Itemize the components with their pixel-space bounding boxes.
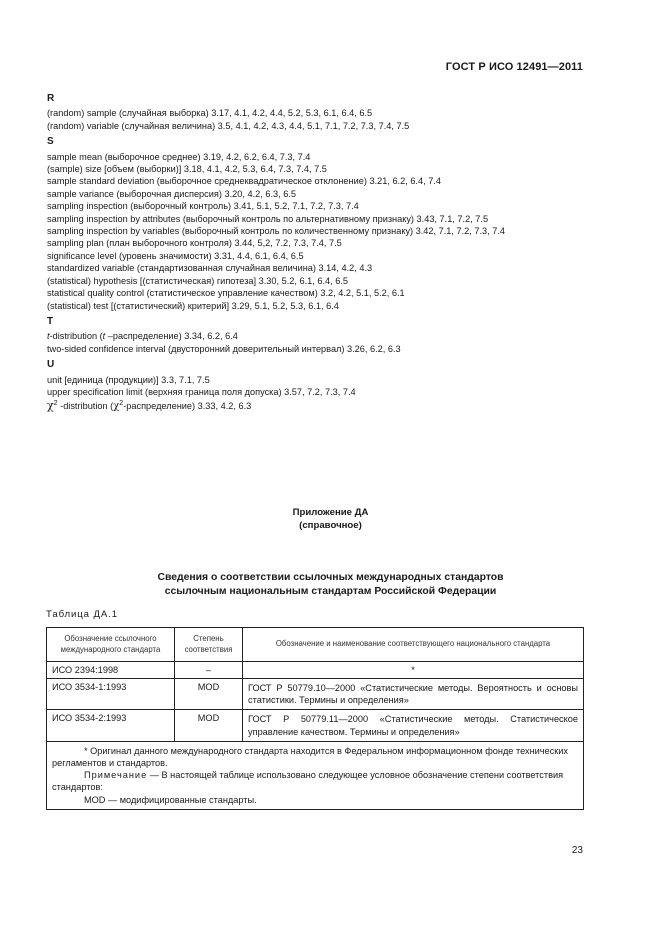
appendix-title: Приложение ДА [292,507,369,518]
appendix-subtitle: (справочное) [299,520,362,531]
t-variable: t [102,331,106,342]
note-label: Примечание [84,770,148,781]
cell-degree: MOD [175,679,243,710]
index-letter-u: U [47,359,55,371]
superscript: 2 [53,400,58,408]
table-footnote: * Оригинал данного международного стандарта находится в Федеральном информационном фонде технических регламентов и стандартов. [52,745,569,769]
index-entry: unit [единица (продукции)] 3.3, 7.1, 7.5 [47,374,210,385]
entry-text: –распределение) 3.34, 6.2, 6.4 [105,331,238,342]
chi-symbol: χ [47,399,54,413]
index-entry: sampling inspection (выборочный контроль) 3.41, 5.1, 5.2, 7.1, 7.2, 7.3, 7.4 [47,201,359,212]
index-entry: (random) variable (случайная величина) 3.5, 4.1, 4.2, 4.3, 4.4, 5.1, 7.1, 7.2, 7.3, 7.4, 7.5 [47,120,410,131]
index-entry: upper specification limit (верхняя граница поля допуска) 3.57, 7.2, 7.3, 7.4 [47,386,356,397]
index-entry: sampling plan (план выборочного контроля) 3.44, 5,2, 7.2, 7.3, 7.4, 7.5 [47,238,342,249]
entry-text: -распределение) 3.33, 4.2, 6.3 [123,401,252,412]
chi-symbol: χ [113,401,120,413]
index-entry: statistical quality control (статистическое управление качеством) 3.2, 4.2, 5.1, 5.2, 6.1 [47,288,405,299]
note-mod-definition: MOD — модифицированные стандарты. [84,794,257,805]
table-label: Таблица ДА.1 [46,609,118,620]
table-note [52,769,578,793]
cell-national: ГОСТ Р 50779.10—2000 «Статистические методы. Вероятность и основы статистики. Термины и определения» [243,679,584,710]
index-entry: significance level (уровень значимости) 3.31, 4.4, 6.1, 6.4, 6.5 [47,250,304,261]
cell-degree: MOD [175,710,243,741]
index-entry: sampling inspection by attributes (выборочный контроль по альтернативному признаку) 3.43, 7.1, 7.2, 7.5 [47,213,489,224]
index-entry: two-sided confidence interval (двусторонний доверительный интервал) 3.26, 6.2, 6.3 [47,343,401,354]
cell-national: ГОСТ Р 50779.11—2000 «Статистические методы. Статистическое управление качеством. Термины и определения» [243,710,584,741]
index-entry: sample variance (выборочная дисперсия) 3.20, 4.2, 6.3, 6.5 [47,188,296,199]
cell-standard: ИСО 3534-2:1993 [47,710,175,741]
index-entry: sample standard deviation (выборочное среднеквадратическое отклонение) 3.21, 6.2, 6.4, 7.4 [47,176,441,187]
header-national-standard: Обозначение и наименование соответствующего национального стандарта [243,628,584,662]
document-header: ГОСТ Р ИСО 12491—2011 [445,61,583,73]
table-header-row [47,628,584,662]
cell-national: * [243,662,584,679]
table-row [47,679,584,710]
cell-standard: ИСО 2394:1998 [47,662,175,679]
header-international-standard: Обозначение ссылочного международного стандарта [47,628,175,662]
section-title-line2: ссылочным национальным стандартам Российской Федерации [164,586,497,597]
entry-text: -distribution ( [49,331,103,342]
entry-text: -distribution ( [57,401,114,412]
index-letter-s: S [47,136,54,148]
note-text: — В настоящей таблице использовано следующее условное обозначение степени соответствия стандартов: [52,770,564,793]
index-entry: (statistical) hypothesis [(статистическая) гипотеза] 3.30, 5.2, 6.1, 6.4, 6.5 [47,275,349,286]
index-entry-t-distribution [47,330,607,342]
t-variable: t [47,331,50,342]
index-entry: sample mean (выборочное среднее) 3.19, 4.2, 6.2, 6.4, 7.3, 7.4 [47,151,311,162]
table-notes [47,741,584,809]
index-letter-r: R [47,93,55,104]
index-entry: standardized variable (стандартизованная случайная величина) 3.14, 4.2, 4.3 [47,263,373,274]
index-entry: (sample) size [объем (выборки)] 3.18, 4.1, 4.2, 5.3, 6.4, 7.3, 7.4, 7.5 [47,164,327,175]
index-entry: sampling inspection by variables (выборочный контроль по количественному признаку) 3.42, 7.1, 7.2, 7.3, 7.4 [47,226,506,237]
table-row [47,710,584,741]
index-letter-t: T [47,315,54,327]
index-entry-chi-distribution [47,398,607,413]
index-entry: (statistical) test [(статистический) критерий] 3.29, 5.1, 5.2, 5.3, 6.1, 6.4 [47,300,339,311]
index-entry: (random) sample (случайная выборка) 3.17, 4.1, 4.2, 4.4, 5.2, 5.3, 6.1, 6.4, 6.5 [47,108,373,119]
superscript: 2 [119,400,124,408]
header-degree: Степень соответствия [175,628,243,662]
table-row [47,662,584,679]
cell-degree: – [175,662,243,679]
term-index [47,90,607,414]
page-number: 23 [571,845,583,856]
section-title-line1: Сведения о соответствии ссылочных международных стандартов [157,572,504,583]
cell-standard: ИСО 3534-1:1993 [47,679,175,710]
table-footnote-row [47,741,584,809]
correspondence-table [46,627,584,810]
